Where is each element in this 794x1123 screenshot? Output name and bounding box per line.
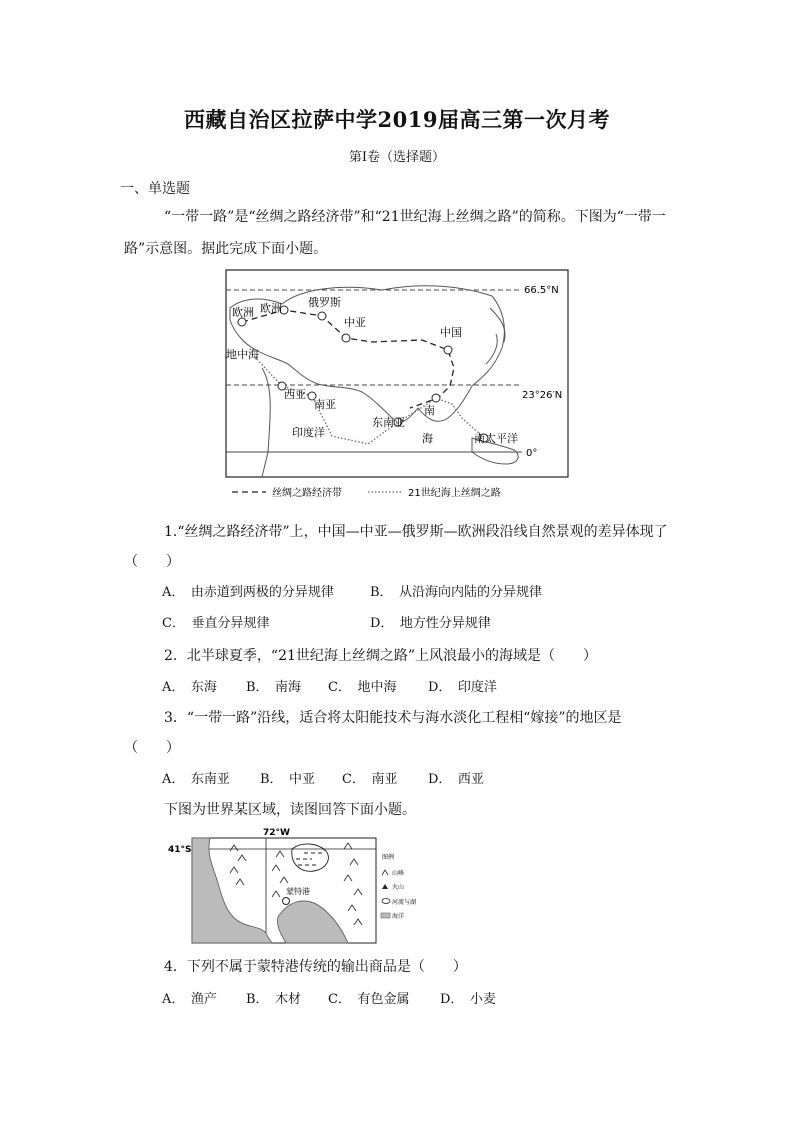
- lon-label: 72°W: [263, 828, 290, 838]
- lat-label-arctic: 66.5°N: [524, 285, 559, 296]
- question-3-option-b[interactable]: B． 中亚: [260, 772, 316, 787]
- question-1-option-b[interactable]: B． 从沿海向内陆的分异规律: [370, 585, 543, 600]
- section-subtitle: 第I卷（选择题）: [348, 150, 446, 165]
- question-3-option-a[interactable]: A． 东南亚: [162, 772, 230, 787]
- place-china: 中国: [440, 326, 462, 339]
- question-1-stem: 1.“丝绸之路经济带”上，中国—中亚—俄罗斯—欧洲段沿线自然景观的差异体现了: [164, 524, 668, 540]
- intro-paragraph-2: 下图为世界某区域，读图回答下面小题。: [164, 802, 416, 818]
- question-4-option-d[interactable]: D． 小麦: [440, 992, 496, 1007]
- legend-title: 图例: [382, 854, 395, 861]
- legend-peak: 山峰: [392, 870, 405, 877]
- legend-river-lake: 河流与湖: [392, 899, 417, 906]
- question-2-option-a[interactable]: A． 东海: [162, 680, 217, 695]
- question-4-stem: 4．下列不属于蒙特港传统的输出商品是（ ）: [164, 959, 467, 975]
- question-4-option-a[interactable]: A． 渔产: [162, 992, 217, 1007]
- place-indian-ocean: 印度洋: [292, 426, 325, 439]
- intro-paragraph-1: “一带一路”是“丝绸之路经济带”和“21世纪海上丝绸之路”的简称。下图为“一带一路”示意图。据此完成下面小题。: [124, 209, 666, 257]
- belt-road-map: [222, 268, 574, 503]
- question-2-stem: 2．北半球夏季，“21世纪海上丝绸之路”上风浪最小的海域是（ ）: [164, 648, 598, 664]
- region-map-chile: [168, 825, 420, 947]
- place-mediterranean: 地中海: [226, 348, 259, 361]
- question-1-option-c[interactable]: C． 垂直分异规律: [162, 616, 270, 631]
- place-south-asia: 南亚: [314, 398, 336, 411]
- place-central-asia: 中亚: [344, 316, 366, 329]
- legend-volcano: 火山: [392, 884, 405, 891]
- question-2-option-d[interactable]: D． 印度洋: [428, 680, 497, 695]
- question-3-stem: 3．“一带一路”沿线，适合将太阳能技术与海水淡化工程相“嫁接”的地区是: [164, 710, 622, 726]
- place-russia: 俄罗斯: [308, 296, 341, 309]
- legend-ocean: 海洋: [392, 913, 405, 920]
- question-3-paren: （ ）: [124, 740, 180, 756]
- place-southeast-asia: 东南亚: [372, 416, 405, 429]
- lat-label: 41°S: [168, 845, 192, 855]
- place-south-pacific: 南太平洋: [474, 432, 518, 445]
- place-europe-1: 欧洲: [232, 306, 254, 319]
- legend-belt: 丝绸之路经济带: [272, 488, 342, 499]
- place-south-sea-2: 海: [422, 432, 433, 445]
- lat-label-equator: 0°: [526, 448, 538, 459]
- question-3-option-c[interactable]: C． 南亚: [342, 772, 398, 787]
- page-title: 西藏自治区拉萨中学2019届高三第一次月考: [184, 107, 610, 132]
- question-4-option-b[interactable]: B． 木材: [246, 992, 302, 1007]
- question-1-paren: （ ）: [124, 554, 180, 570]
- place-south-sea-1: 南: [424, 404, 435, 417]
- question-4-option-c[interactable]: C． 有色金属: [328, 992, 410, 1007]
- question-1-option-d[interactable]: D． 地方性分异规律: [370, 616, 491, 631]
- question-2-option-c[interactable]: C． 地中海: [328, 680, 397, 695]
- question-3-option-d[interactable]: D． 西亚: [428, 772, 484, 787]
- question-2-option-b[interactable]: B． 南海: [246, 680, 302, 695]
- place-west-asia: 西亚: [284, 388, 306, 401]
- place-europe-2: 欧洲: [260, 302, 282, 315]
- port-label: 蒙特港: [286, 887, 310, 896]
- section-heading: 一、单选题: [120, 181, 190, 197]
- legend-maritime: 21世纪海上丝绸之路: [408, 488, 501, 499]
- lat-label-tropic: 23°26′N: [522, 390, 563, 401]
- question-1-option-a[interactable]: A． 由赤道到两极的分异规律: [162, 585, 334, 600]
